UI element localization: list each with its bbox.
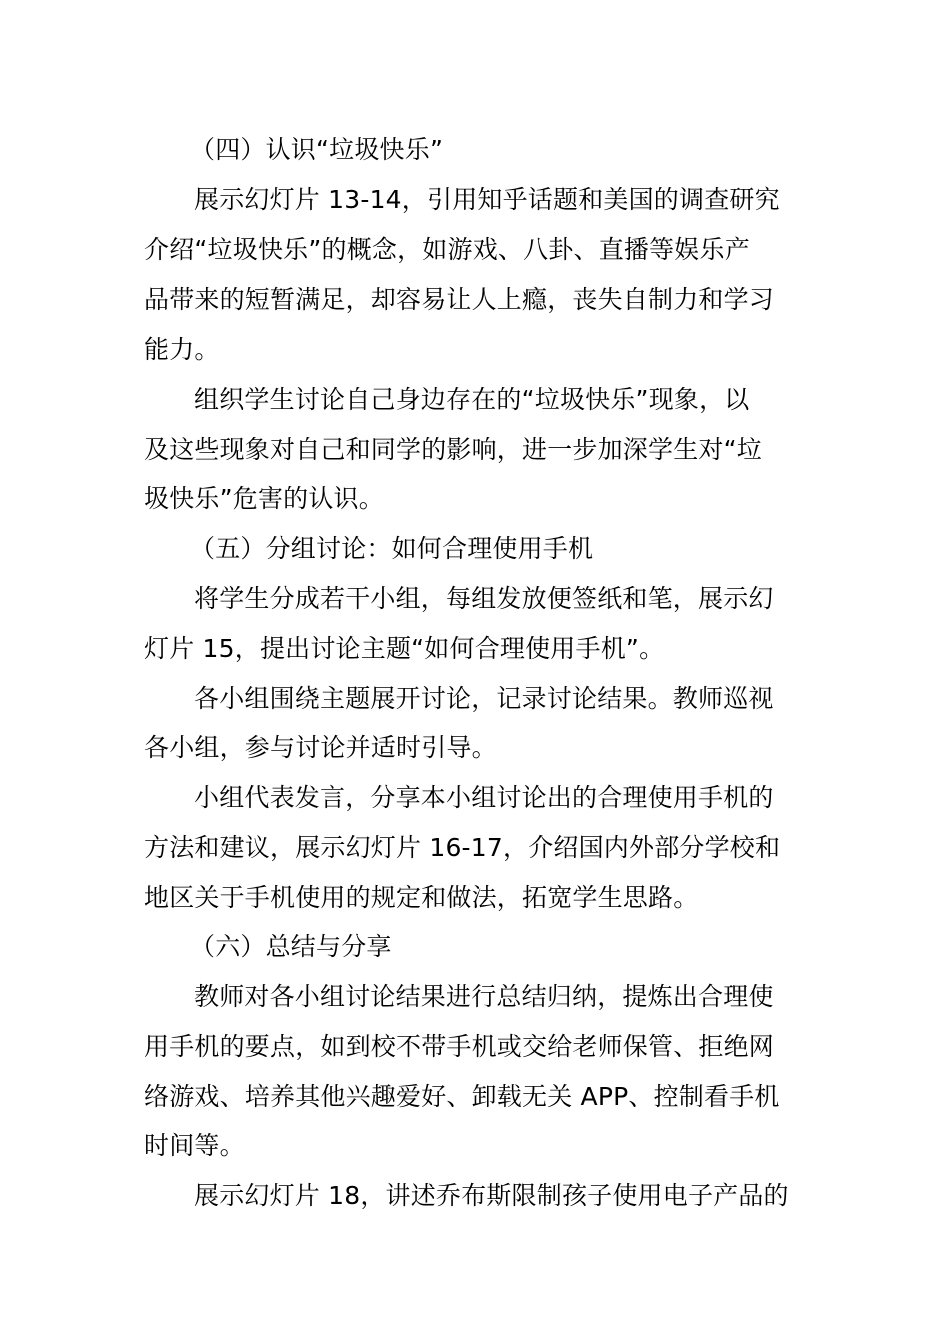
paragraph-line: 将学生分成若干小组，每组发放便签纸和笔，展示幻 bbox=[194, 584, 774, 613]
paragraph-line: 品带来的短暂满足，却容易让人上瘾，丧失自制力和学习 bbox=[144, 285, 775, 314]
section-heading-5: （五）分组讨论：如何合理使用手机 bbox=[190, 534, 594, 563]
paragraph-line: 展示幻灯片 13-14，引用知乎话题和美国的调查研究 bbox=[194, 185, 780, 214]
paragraph-line: 各小组，参与讨论并适时引导。 bbox=[144, 733, 497, 762]
paragraph-line: 介绍“垃圾快乐”的概念，如游戏、八卦、直播等娱乐产 bbox=[144, 235, 750, 264]
section-heading-4: （四）认识“垃圾快乐” bbox=[190, 135, 444, 164]
paragraph-line: 教师对各小组讨论结果进行总结归纳，提炼出合理使 bbox=[194, 982, 774, 1011]
section-heading-6: （六）总结与分享 bbox=[190, 932, 392, 961]
paragraph-line: 及这些现象对自己和同学的影响，进一步加深学生对“垃 bbox=[144, 435, 762, 464]
paragraph-line: 用手机的要点，如到校不带手机或交给老师保管、拒绝网 bbox=[144, 1032, 775, 1061]
paragraph-line: 组织学生讨论自己身边存在的“垃圾快乐”现象，以 bbox=[194, 385, 750, 414]
paragraph-line: 圾快乐”危害的认识。 bbox=[144, 484, 384, 513]
paragraph-line: 地区关于手机使用的规定和做法，拓宽学生思路。 bbox=[144, 883, 699, 912]
paragraph-line: 方法和建议，展示幻灯片 16-17，介绍国内外部分学校和 bbox=[144, 833, 781, 862]
paragraph-line: 络游戏、培养其他兴趣爱好、卸载无关 APP、控制看手机 bbox=[144, 1082, 780, 1111]
paragraph-line: 各小组围绕主题展开讨论，记录讨论结果。教师巡视 bbox=[194, 684, 774, 713]
paragraph-line: 时间等。 bbox=[144, 1131, 245, 1160]
paragraph-line: 展示幻灯片 18，讲述乔布斯限制孩子使用电子产品的 bbox=[194, 1181, 789, 1210]
paragraph-line: 能力。 bbox=[144, 335, 220, 364]
paragraph-line: 小组代表发言，分享本小组讨论出的合理使用手机的 bbox=[194, 783, 774, 812]
paragraph-line: 灯片 15，提出讨论主题“如何合理使用手机”。 bbox=[144, 634, 665, 663]
